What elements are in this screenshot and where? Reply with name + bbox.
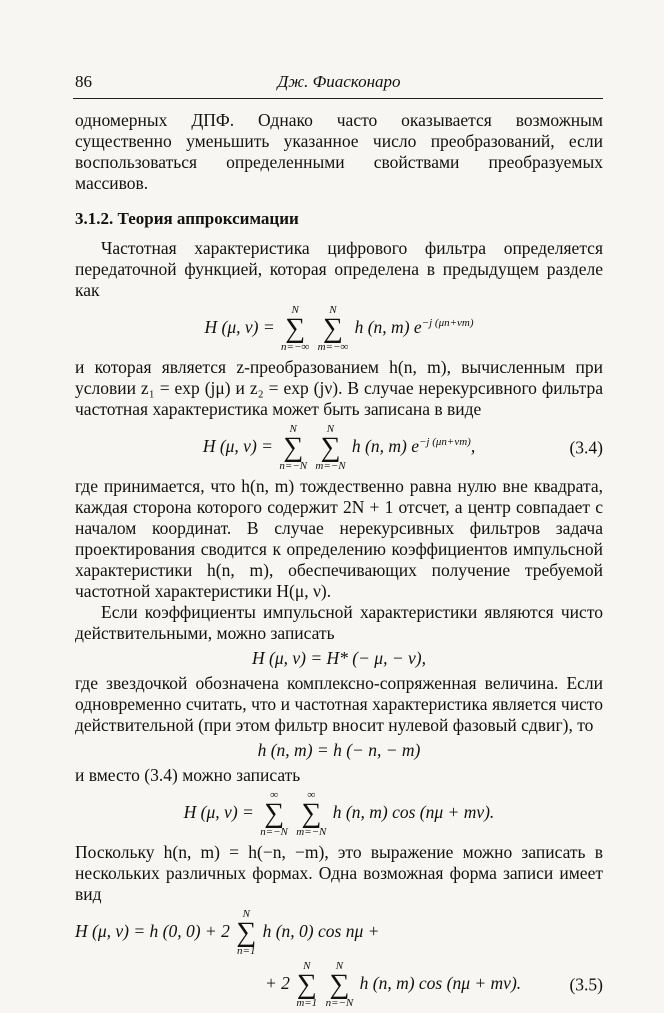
eq1-sum-m-bottom: m=−∞: [317, 341, 349, 353]
header-rule: [73, 98, 603, 99]
paragraph-8: Поскольку h(n, m) = h(−n, −m), это выражение можно записать в нескольких различных формах. Одна возможная форма записи имеет вид: [75, 842, 603, 904]
eq2-sum-n-top: N: [289, 423, 297, 435]
equation-3-5-line-2: [75, 961, 603, 1009]
page-number: 86: [75, 72, 92, 91]
equation-3-5-line-1: [75, 909, 603, 957]
eq6-line1-sum: [236, 909, 256, 957]
sigma-symbol: ∑: [285, 313, 306, 344]
eq5-sum-m-bottom: m=−N: [296, 826, 327, 838]
eq5-sum-n: [260, 790, 288, 838]
eq2-sum-m-bottom: m=−N: [315, 460, 346, 472]
eq2-exponent: −j (μn+νm): [418, 436, 471, 449]
paragraph-6: где звездочкой обозначена комплексно-сопряженная величина. Если одновременно считать, что и частотная характеристика является чисто действительной (при этом фильтр вносит нулевой фазовый сдвиг), то: [75, 673, 603, 735]
eq1-sum-m: [318, 305, 349, 353]
sigma-symbol: ∑: [301, 798, 322, 829]
section-heading: 3.1.2. Теория аппроксимации: [75, 209, 299, 228]
eq6-line2-sum-m-bottom: m=1: [296, 997, 318, 1009]
eq6-line2-sum-n-top: N: [335, 960, 344, 972]
equation-cosine-form: [75, 790, 603, 838]
paragraph-5: Если коэффициенты импульсной характеристики являются чисто действительными, можно записать: [75, 602, 603, 643]
eq1-sum-n: [281, 305, 309, 353]
sigma-symbol: ∑: [264, 798, 285, 829]
eq1-term: h (n, m) e: [354, 317, 422, 338]
equation-transfer-function: [75, 305, 603, 353]
eq1-sum-n-bottom: n=−∞: [281, 341, 310, 353]
sigma-symbol: ∑: [322, 313, 343, 344]
sigma-symbol: ∑: [329, 969, 350, 1000]
eq6-line1-lhs: H (μ, ν) = h (0, 0) + 2: [75, 921, 230, 942]
equation-number-3-4: (3.4): [569, 437, 603, 458]
eq5-sum-m-top: ∞: [307, 789, 316, 801]
eq5-sum-n-bottom: n=−N: [260, 826, 288, 838]
paragraph-7: и вместо (3.4) можно записать: [75, 765, 301, 785]
sigma-symbol: ∑: [320, 432, 341, 463]
eq5-term: h (n, m) cos (nμ + mν).: [332, 802, 495, 823]
eq2-sum-m: [315, 424, 345, 472]
eq2-tail: ,: [470, 436, 476, 457]
sigma-symbol: ∑: [236, 917, 257, 948]
eq5-sum-n-top: ∞: [270, 789, 278, 801]
eq2-term: h (n, m) e: [351, 436, 419, 457]
eq1-exponent: −j (μn+νm): [421, 317, 474, 330]
eq2-sum-n-bottom: n=−N: [279, 460, 308, 472]
eq1-sum-m-top: N: [329, 304, 337, 316]
eq2-sum-m-top: N: [326, 423, 335, 435]
eq6-line2-sum-n: [326, 961, 354, 1009]
paragraph-4: где принимается, что h(n, m) тождественно равна нулю вне квадрата, каждая сторона которого содержит 2N + 1 отсчет, а центр совпадает с началом координат. В случае нерекурсивных фильтров задача проектирования сводится к определению коэффициентов импульсной характеристики h(n, m), обеспечивающих получение требуемой частотной характеристики H(μ, ν).: [75, 476, 603, 601]
paragraph-1: одномерных ДПФ. Однако часто оказывается возможным существенно уменьшить указанное число преобразований, если воспользоваться определенными свойствами преобразуемых массивов.: [75, 110, 603, 193]
eq6-line1-sum-bottom: n=1: [237, 945, 256, 957]
eq6-line2-sum-m-top: N: [303, 960, 311, 972]
equation-3-4: [75, 424, 603, 472]
paragraph-3: и которая является z-преобразованием h(n, m), вычисленным при условии z₁ = exp (jμ) и z₂ = exp (jν). В случае нерекурсивного фильтра частотная характеристика может быть записана в виде: [75, 357, 603, 419]
sigma-symbol: ∑: [283, 432, 304, 463]
paragraph-2: Частотная характеристика цифрового фильтра определяется передаточной функцией, которая определена в предыдущем разделе как: [75, 238, 603, 300]
eq1-sum-n-top: N: [291, 304, 299, 316]
equation-number-3-5: (3.5): [569, 974, 603, 995]
eq6-line1-term: h (n, 0) cos nμ +: [262, 921, 380, 942]
eq5-sum-m: [296, 790, 326, 838]
eq6-line2-term: h (n, m) cos (nμ + mν).: [359, 973, 522, 994]
eq2-lhs: H (μ, ν) =: [202, 436, 273, 457]
eq2-sum-n: [279, 424, 307, 472]
eq5-lhs: H (μ, ν) =: [183, 802, 254, 823]
equation-conjugate-symmetry: H (μ, ν) = H* (− μ, − ν),: [252, 648, 426, 668]
eq6-line1-sum-top: N: [242, 908, 250, 920]
running-title: Дж. Фиасконаро: [277, 72, 401, 91]
eq6-line2-sum-m: [296, 961, 317, 1009]
sigma-symbol: ∑: [296, 969, 317, 1000]
page-body: [75, 110, 603, 1013]
eq6-line2-sum-n-bottom: n=−N: [325, 997, 354, 1009]
equation-impulse-symmetry: h (n, m) = h (− n, − m): [257, 740, 421, 760]
eq1-lhs: H (μ, ν) =: [204, 317, 275, 338]
page-header: [75, 72, 603, 94]
eq6-line2-lead: + 2: [265, 973, 290, 994]
